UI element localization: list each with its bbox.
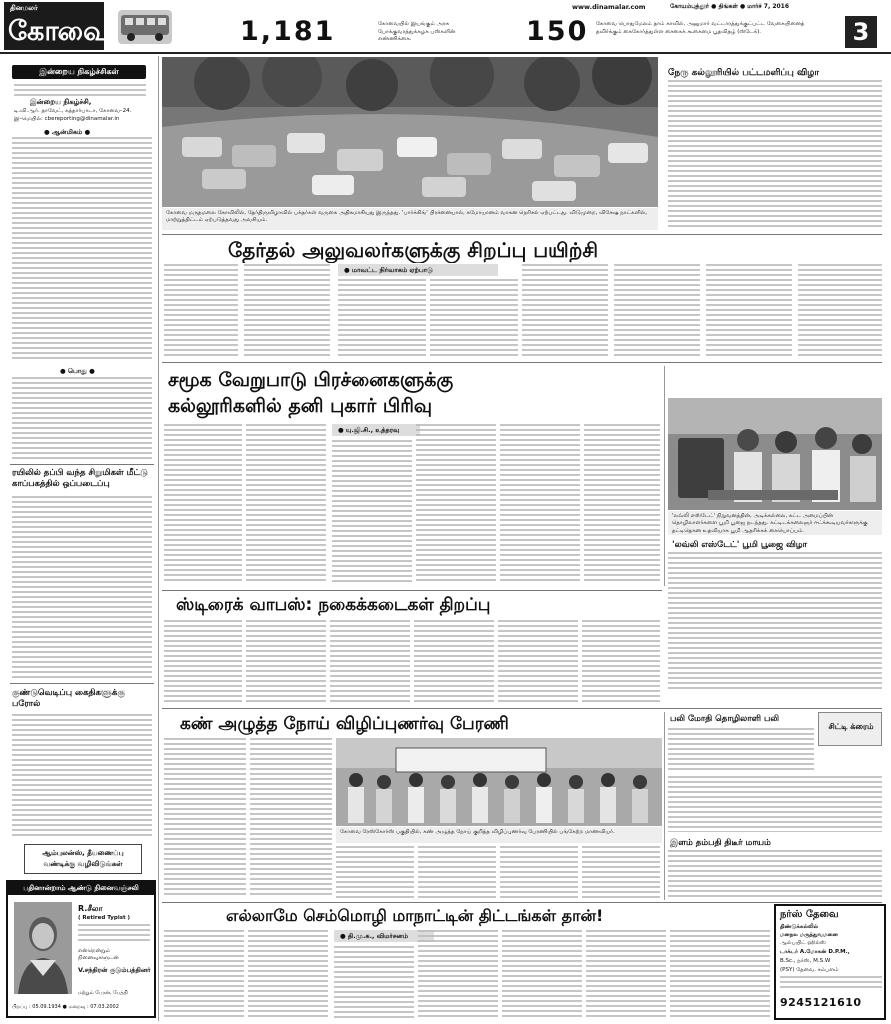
memorial-ad [6,880,156,1018]
election-col-3 [430,279,518,356]
bus-icon [118,10,172,44]
memorial-relation: என்றென்றும் நினைவுகளுடன் [78,948,119,962]
strike-col-1 [164,620,242,702]
events-intro-address: டி.வி.ஆர். தாவேட், கத்தார்பாடா, கோவை–24. [14,108,132,114]
couple-missing-headline: இளம் தம்பதி திடீர் மாயம் [670,838,771,848]
election-col-6 [706,264,792,356]
top-story-headline: நேரு கல்லூரியில் பட்டமளிப்பு விழா [668,68,820,78]
eye-rally-photo [336,738,662,826]
classified-org-2: மனநல மருத்துவமனை [780,932,838,938]
divider-strike-top [162,590,662,591]
lovely-headline: 'லவ்லி எஸ்டேட்' பூமி பூஜை விழா [672,540,808,550]
strike-col-2 [246,620,326,702]
strike-col-3 [330,620,410,702]
election-intro [164,264,238,356]
tamil-section-tag: ● தி.மு.க., விமர்சனம் [334,930,434,942]
social-col-4 [416,424,496,584]
tamil-col-3 [334,946,414,1018]
spiritual-listing [12,137,152,362]
photo1-caption: கோவை மருதமலை கோவிலில், தேர்திருவிழாவில் பக்தர்கள் வருகை அதிகமாகியது இருந்தது. 'பார்க்கிங்' பிரச்னையால், சுமோயானம் வாகன நெரிசல் ஏற்பட்டது. விடுமுறை, விசேஷ நாட்களில், மாற்றுத்திட்டம் ஏற்படுத்தவது அவசியம். [162,208,658,230]
brand-block [4,2,108,50]
classified-phone[interactable]: 9245121610 [780,996,862,1009]
memorial-title: பதினான்றாம் ஆண்டு நினைவஞ்சலி [8,882,154,895]
election-col-4 [522,264,608,356]
social-headline-line1: சமூக வேறுபாடு பிரச்னைகளுக்கு [168,369,454,391]
right-column-divider-2 [664,712,665,900]
eye-headline: கண் அழுத்த நோய் விழிப்புணர்வு பேரணி [180,714,509,734]
stat2-text: கோவை பொதுமேலம் தாம் காவில், அனுமார் வட்டாரத்துக்குட்பட்ட வேகையினைத் தவிர்க்கும் கைகோர்த்துள்ள சைகைக் கூகைமை பூதவிதழ் (ஸ்டேக்). [596,21,805,35]
tamil-col-4 [418,930,498,1018]
stat1-text: கோவையில் இயங்கும் அரசு போக்குவரத்துக்கழக பஸ்களின் எண்ணிக்கை. [378,21,456,43]
masthead [0,0,891,54]
modi-headline: பலி மோதி தொழிலாளி பலி [670,714,779,724]
spiritual-heading: ● ஆன்மிகம் ● [44,128,91,136]
election-col-1 [244,264,330,356]
memorial-family-note: மற்றும் பேரன், பேத்தி [78,990,128,996]
classified-text [780,976,882,990]
tamil-col-7 [670,930,770,1018]
memorial-text [78,924,150,944]
right-column-divider [664,366,665,586]
strike-headline: ஸ்டிரைக் வாபஸ்: நகைக்கடைகள் திறப்பு [176,595,491,615]
events-title: இன்றைய நிகழ்ச்சிகள் [39,67,119,76]
classified-degree: B.Sc., நர்ஸ், M.S.W [780,958,831,964]
events-email[interactable]: இ–மெயில்: cbereporting@dinamalar.in [14,116,120,122]
social-col-2 [246,424,326,584]
modi-body-full [668,776,882,832]
brand-small: தினமலர் [10,4,38,12]
social-col-1 [164,424,242,584]
nurse-wanted-ad [774,904,886,1020]
tamil-headline: எல்லாமே செம்மொழி மாநாட்டின் திட்டங்கள் தான்! [226,906,604,925]
memorial-note: ( Retired Typist ) [78,915,131,921]
tamil-col-1 [164,930,244,1018]
events-intro-text [14,84,146,96]
social-col-5 [500,424,580,584]
left-column-divider [158,56,159,1021]
classified-org-3: ஆல்பயிட் ஹில்ஸ் [780,940,826,946]
ad-ambulance [24,844,142,874]
tamil-col-2 [248,930,328,1018]
stat1-value: 1,181 [240,16,336,47]
top-story-body [668,80,882,230]
tamil-col-5 [502,930,582,1018]
election-col-2 [338,279,426,356]
left-divider-1 [10,464,154,465]
memorial-name: R.சீலா [78,904,103,913]
social-section-tag: ● யு.ஜி.சி., உத்தரவு [332,424,420,436]
general-heading: ● பொது ● [60,367,95,375]
issue-line: கோயம்புத்தூர் ● திங்கள் ● மார்ச் 7, 2016 [670,3,790,10]
election-col-7 [798,264,882,356]
classified-qualification: (PSY) தேவை. சம்பளம் [780,967,839,973]
modi-body [668,728,814,772]
photo2-caption: 'லவ்லி எஸ்டேட்' நிறுவனத்தின், அடிக்கல்லை, கட்ட அமைப்பின் தொழிலாளர்களை பூமி பூஜை நடந்தது. கட்டிடக்கலைஞர் ஈட்க்கூடியவர்களுக்கு தட்டிதெகன உதவியாக பூமி ஆதரிக்கக் கையொப்பம். [668,511,882,535]
strike-col-6 [582,620,660,702]
divider-election-top [162,234,882,235]
stat2-value: 150 [526,16,589,47]
strike-col-5 [498,620,578,702]
temple-traffic-photo [162,57,658,207]
events-banner [12,65,146,79]
ad-text-1: ஆம்புலன்ஸ், தீயணைப்பு [42,849,124,857]
page-number: 3 [845,16,877,48]
bhoomi-pooja-photo [668,398,882,510]
eye-col-4 [418,846,496,898]
story2-body [12,714,152,839]
election-headline: தேர்தல் அலுவலர்களுக்கு சிறப்பு பயிற்சி [228,238,598,262]
social-headline-line2: கல்லூரிகளில் தனி புகார் பிரிவு [168,395,433,417]
left-divider-2 [10,683,154,684]
eye-col-6 [582,846,660,898]
divider-eye-top [162,708,882,709]
story1-title: ரயிலில் தப்பி வந்த சிறுமிகள் மீட்டு காப்பகத்தில் ஒப்படைப்பு [12,468,148,490]
eye-col-2 [250,738,332,898]
ad-text-2: வண்டிக்கு வழிவிடுங்கள் [43,860,123,868]
city-crime-badge-text: சிட்டி க்ரைம் [828,722,874,731]
divider-tamil-top [162,902,882,903]
election-section-tag: ● மாவட்ட நிர்வாகம் ஏற்பாடு [338,264,498,276]
social-col-6 [584,424,660,584]
city-crime-badge [818,712,882,746]
events-intro-label: இன்றைய நிகழ்ச்சி, [30,98,92,106]
photo3-caption: கோவை ரேஸ்கோர்ஸ் பகுதியில், கண் அழுத்த நோய் குறித்த விழிப்புணர்வு பேரணியில் பங்கேற்ற மாணவியர். [336,827,662,843]
couple-missing-body [668,850,882,898]
story1-body [12,496,152,678]
eye-col-1 [164,738,246,898]
general-listing [12,377,152,459]
classified-title: நர்ஸ் தேவை [780,909,839,920]
classified-org-1: திண்டுக்கல்லில் [780,924,819,930]
website[interactable]: www.dinamalar.com [572,3,646,11]
social-col-3 [332,440,412,584]
eye-col-5 [500,846,578,898]
election-col-5 [614,264,700,356]
story2-title: குண்டுவெடிப்பு கைதிகளுக்கு பரோல் [12,688,125,710]
eye-col-3 [336,846,414,898]
tamil-col-6 [586,930,666,1018]
strike-col-4 [414,620,494,702]
lovely-body [668,552,882,692]
memorial-photo [14,902,72,994]
brand-name: கோவை [8,16,108,47]
memorial-dates: பிறப்பு : 05.09.1934 ● மறைவு : 07.03.2002 [12,1004,119,1010]
classified-doctor: டாக்டர் A.மோகன் D.P.M., [780,949,850,955]
memorial-family: V.சந்திரன் குடும்பத்தினர் [78,966,151,974]
divider-social-top [162,362,882,363]
